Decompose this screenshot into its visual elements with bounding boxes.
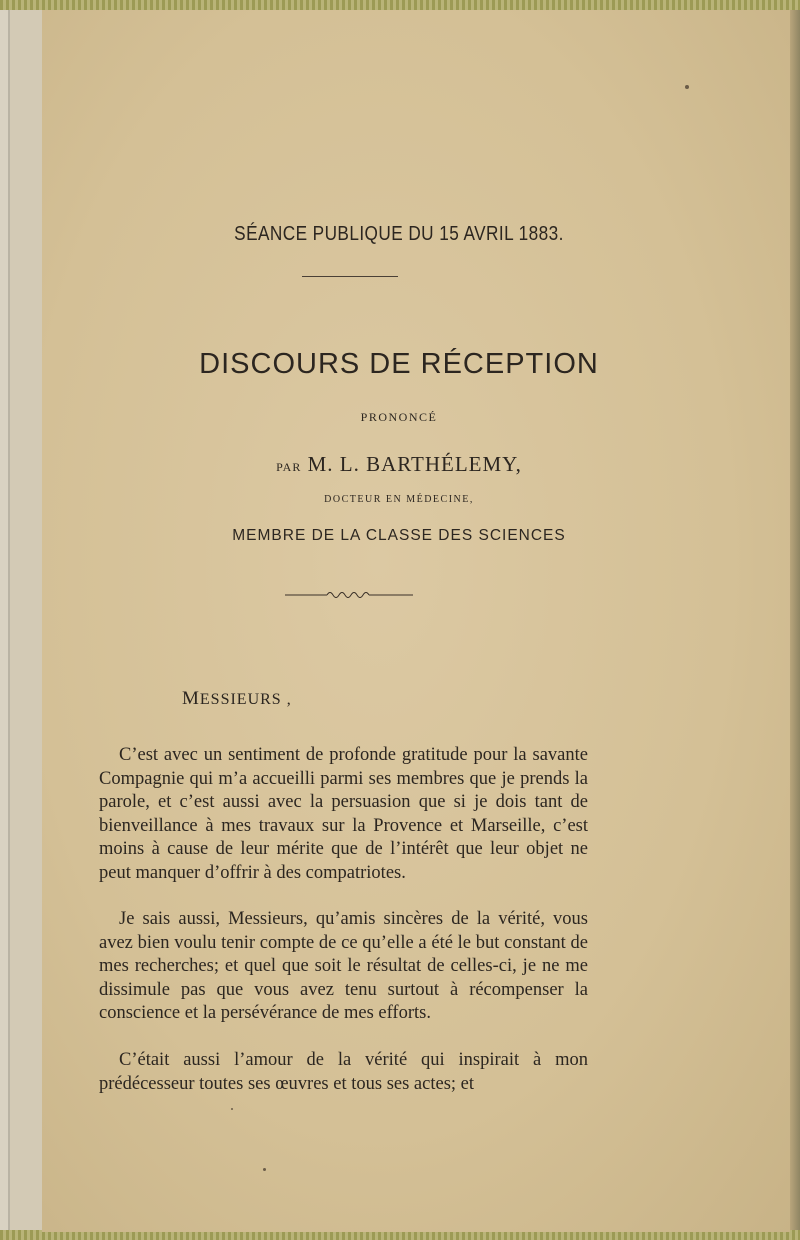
salutation-rest: ESSIEURS , <box>199 691 292 708</box>
right-page-edge <box>790 10 800 1232</box>
paper-speck <box>263 1168 266 1171</box>
ornament-divider-icon <box>285 588 413 602</box>
heading-rule <box>302 276 398 277</box>
body-paragraph-3: C’était aussi l’amour de la vérité qui inspirait à mon prédécesseur toutes ses œuvres et tous ses actes; et <box>99 1050 588 1094</box>
paper-speck <box>685 85 689 89</box>
document-page <box>42 10 790 1232</box>
author-membership: MEMBRE DE LA CLASSE DES SCIENCES <box>232 527 566 544</box>
left-page-guard <box>0 10 42 1232</box>
speech-title: DISCOURS DE RÉCEPTION <box>199 348 599 380</box>
salutation-initial: M <box>182 688 200 709</box>
body-paragraph-2: Je sais aussi, Messieurs, qu’amis sincères de la vérité, vous avez bien voulu tenir compte de ce qu’elle a été le but constant de mes recherches; et quel que soit le résultat de celles-ci, je ne me dissimule pas que vous avez tenu surtout à récompenser la conscience et la persévérance de mes efforts. <box>99 909 588 1023</box>
author-title: DOCTEUR EN MÉDECINE, <box>324 494 474 505</box>
pronounced-label: PRONONCÉ <box>360 410 438 424</box>
body-paragraph-1: C’est avec un sentiment de profonde gratitude pour la savante Compagnie qui m’a accueilli parmi ses membres que je prends la parole, et c’est aussi avec la persuasion que si je dois tant de bienveillance à mes travaux sur la Provence et Marseille, c’est moins à cause de leur mérite que de l’intérêt que leur objet ne peut manquer d’offrir à des compatriotes. <box>99 745 588 883</box>
session-heading: SÉANCE PUBLIQUE DU 15 AVRIL 1883. <box>234 223 564 245</box>
paper-speck <box>231 1108 233 1110</box>
par-label: PAR <box>276 460 302 474</box>
salutation <box>182 688 292 710</box>
author-name: M. L. BARTHÉLEMY, <box>307 452 522 476</box>
author-line <box>42 452 756 477</box>
